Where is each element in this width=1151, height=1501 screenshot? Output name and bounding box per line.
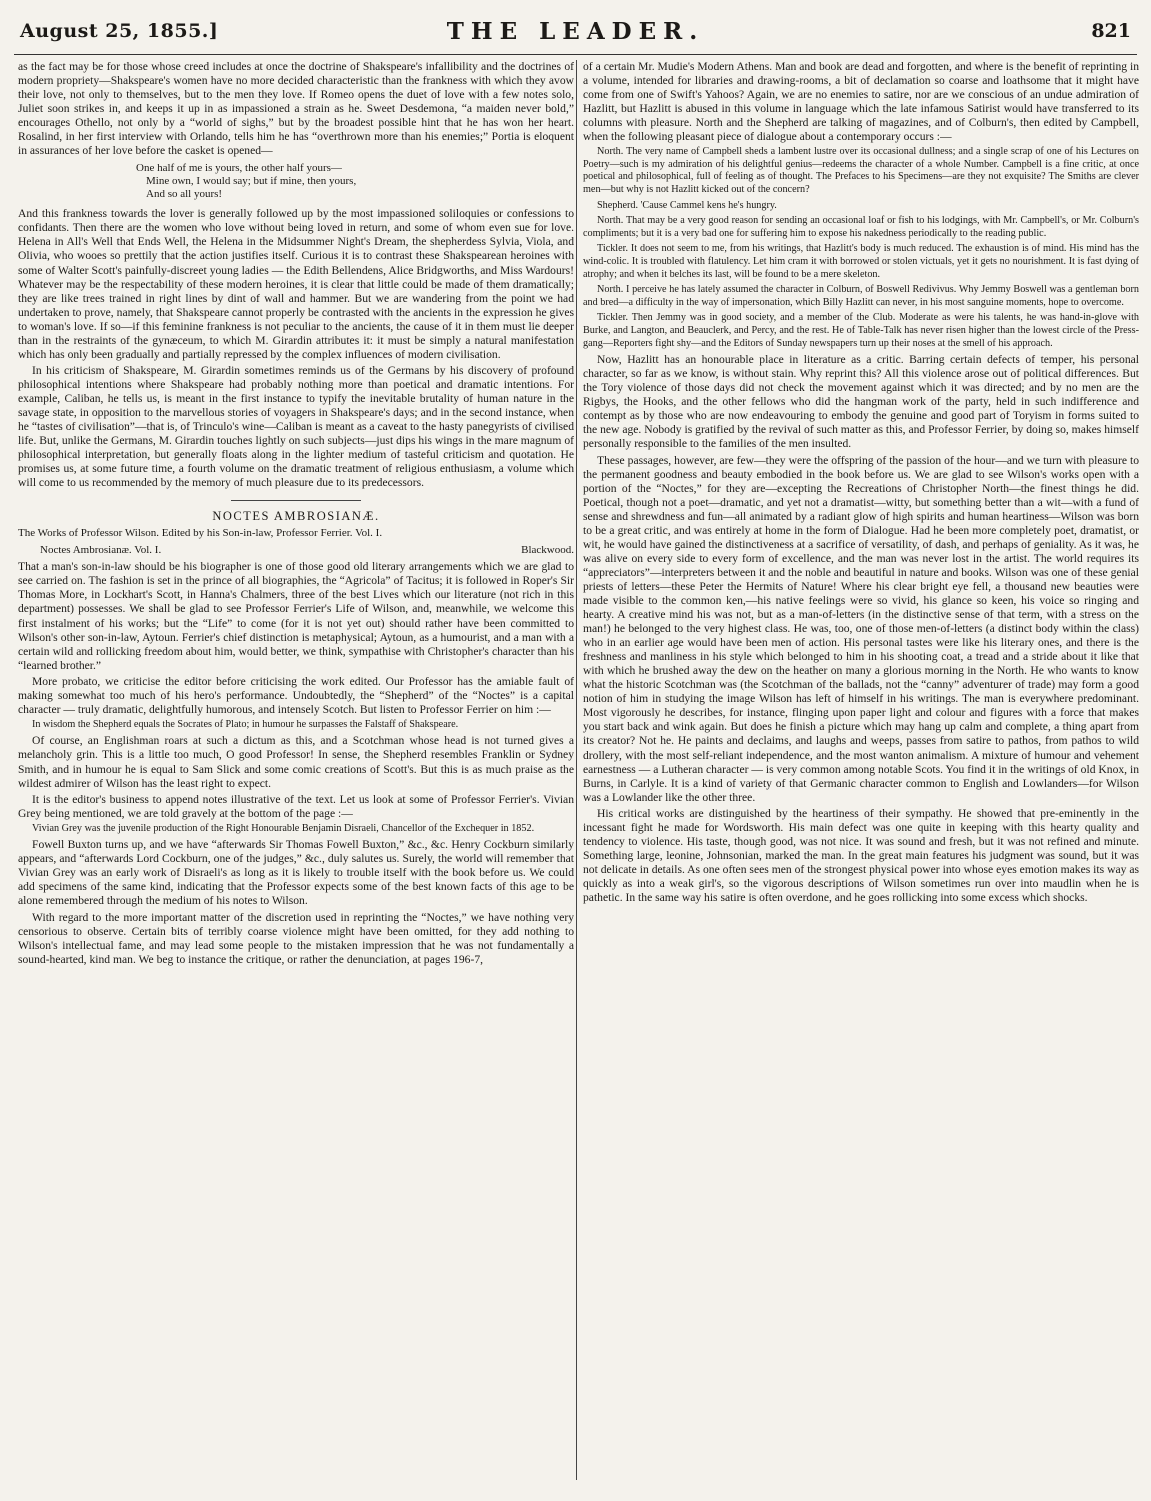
page-header bbox=[0, 0, 1151, 56]
verse-line: One half of me is yours, the other half yours— bbox=[136, 162, 342, 175]
paragraph: And this frankness towards the lover is generally followed up by the most impassioned soliloquies or confessions to confidants. Then there are the women who love without being loved in return, and some of whom even sue for love. Helena in All's Well that Ends Well, the Helena in the Midsummer Night's Dream, the shepherdess Sylvia, Viola, and Olivia, who wooes so prettily that the action justifies itself. Curious it is to contrast these Shakspearean heroines with some of Walter Scott's painfully-discreet young ladies — the Edith Bellendens, Alice Bridgworths, and Miss Wardours! Whatever may be the respectability of these modern heroines, it is clear that little could be made of them dramatically; they are like trees trained in right lines by dint of wall and hammer. But we are wandering from the point we had undertaken to prove, namely, that Shakspeare cannot properly be contrasted with the ancients in the expression he gives to woman's love. If so—if this feminine frankness is not peculiar to the ancients, the cause of it in them must lie deeper than in the restraints of the gynæceum, to which M. Girardin attributes it: it must be simply a natural manifestation which has only been gradually and partially repressed by the complex influences of modern civilisation. bbox=[18, 207, 574, 361]
verse-quote bbox=[136, 162, 574, 201]
footnote-quote: Vivian Grey was the juvenile production of the Right Honourable Benjamin Disraeli, Chancellor of the Exchequer in 1852. bbox=[32, 822, 535, 834]
header-rule bbox=[14, 54, 1137, 55]
section-title: NOCTES AMBROSIANÆ. bbox=[212, 509, 380, 524]
publisher: Blackwood. bbox=[521, 543, 574, 556]
paragraph: Now, Hazlitt has an honourable place in literature as a critic. Barring certain defects of temper, his personal character, so far as we know, is without stain. Why reprint this? All this violence arose out of political differences. But the Tory violence of those days did not check the movement against which it was directed; and by no men are the Rigbys, the Hooks, and the other fellows who did the hangman work of the party, held in such indifference and contempt as by those who are now endeavouring to embody the genuine and good part of Toryism in forms suited to the new age. Nobody is gratified by the revival of such matter as this, and Professor Ferrier, by doing so, makes himself personally responsible to the families of the men insulted. bbox=[583, 353, 1139, 451]
paragraph: In his criticism of Shakspeare, M. Girardin sometimes reminds us of the Germans by his discovery of profound philosophical intentions where Shakspeare had probably nothing more than poetical and dramatic intentions. For example, Caliban, he tells us, is meant in the first instance to typify the inevitable brutality of human nature in the savage state, in opposition to the marvellous stories of voyagers in Shakspeare's days; and in the second instance, when he “tastes of civilisation”—that is, of Trinculo's wine—Caliban is meant as a caveat to the hasty panegyrists of civilised life. But, unlike the Germans, M. Girardin touches lightly on such subjects—just dips his wings in the mare magnum of philosophical interpretation, but generally floats along in the lighter medium of tasteful criticism and quotation. He promises us, at some future time, a fourth volume on the dramatic treatment of religious enthusiasm, a volume which will come to us recommended by the memory of much pleasure due to its predecessors. bbox=[18, 363, 574, 490]
dialogue-tickler: Tickler. It does not seem to me, from his writings, that Hazlitt's body is much reduced. The exhaustion is of mind. His mind has the wind-colic. It is troubled with flatulency. Let him cram it with borrowed or stolen victuals, yet it gets no nourishment. It is fast dying of atrophy; and when it belches its last, will be found to be a mere skeleton. bbox=[583, 243, 1139, 280]
block-quote: In wisdom the Shepherd equals the Socrates of Plato; in humour he surpasses the Falstaff of Shakspeare. bbox=[32, 718, 459, 730]
paragraph: More probato, we criticise the editor before criticising the work edited. Our Professor has the amiable fault of making somewhat too much of his hero's performance. Undoubtedly, the “Shepherd” of the “Noctes” is a capital character — truly dramatic, delightfully humorous, and intensely Scotch. But listen to Professor Ferrier on him :— bbox=[18, 674, 574, 716]
verse-line: Mine own, I would say; but if mine, then yours, bbox=[146, 175, 357, 188]
book-citation: The Works of Professor Wilson. Edited by his Son-in-law, Professor Ferrier. Vol. I. bbox=[18, 527, 383, 540]
right-column bbox=[583, 60, 1139, 1490]
paragraph: as the fact may be for those whose creed includes at once the doctrine of Shakspeare's infallibility and the doctrines of modern propriety—Shakspeare's women have no more decided characteristic than the frankness with which they avow their love, not only to themselves, but to the men they love. If Romeo opens the duet of love with a few notes solo, Juliet soon strikes in, and keeps it up in as impassioned a strain as he. Sweet Desdemona, “a maiden never bold,” encourages Othello, not only by a “world of sighs,” but by the broadest possible hint that he has won her heart. Rosalind, in her first interview with Orlando, tells him he has “overthrown more than his enemies;” Portia is eloquent in assurances of her love before the casket is opened— bbox=[18, 60, 574, 158]
left-column bbox=[18, 60, 574, 1490]
dialogue-north: North. The very name of Campbell sheds a lambent lustre over its occasional dullness; and a single scrap of one of his Lectures on Poetry—such is my admiration of his delightful genius—redeems the character of a whole Number. Campbell is a fine critic, at once poetical and philosophical, full of feeling as of thought. The Prefaces to his Specimens—are they not exquisite? The Smiths are clever men—but why is not Hazlitt kicked out of the concern? bbox=[583, 146, 1139, 196]
paragraph: These passages, however, are few—they were the offspring of the passion of the hour—and we turn with pleasure to the permanent goodness and beauty embodied in the book before us. We are glad to see Wilson's works open with a portion of the “Noctes,” for they are—excepting the Recreations of Christopher North—the finest things he did. Poetical, though not a poet—dramatic, and yet not a dramatist—witty, but something better than a wit—with a fund of sense and shrewdness and fun—all animated by a radiant glow of high spirits and human heartiness—Wilson was born to be a great critic, and was entirely at home in the form of Dialogue. Had he been more completely poet, dramatist, or wit, he would have gained the distinctiveness at a sacrifice of versatility, of dash, and perhaps of geniality. As it was, he was alive on every side to every form of excellence, and the man was never lost in the artist. The world requires its “appreciators”—interpreters between it and the noble and beautiful in nature and books. Wilson was one of these genial priests of letters—these Peter the Hermits of Nature! Where his clear bright eye fell, a thousand new beauties were made visible to the common ken,—his native feelings were so vivid, his glance so keen, his voice so ringing and hearty. A creative mind his was not, but as a man-of-letters (in the distinctive sense of that term, with a stress on the man!) he belonged to the very highest class. He was, too, one of those men-of-letters (a distinct body within the class) who in an earlier age would have been men of action. His personal tastes were like his literary ones, and there is the freshness and manliness in his style which belonged to him in his shooting coat, a tread and a stride about it like that with which he brushed away the dew on the heather on many a glorious morning in the North. He who wants to know what the historic Scotchman was (the Scotchman of the ballads, not the “canny” adventurer of trade) may form a good notion of him in studying the image Wilson has left of himself in his writings. The man is everywhere predominant. Most vigorously he describes, for instance, flinging upon paper light and colour and figures with a force that makes you start back and wink again. But does he finish a picture which may hang up calm and complete, a thing apart from its creator? Not he. He paints and declaims, and laughs and weeps, passes from satire to pathos, from pathos to wild drollery, with the most self-reliant independence, and the most wanton animalism. A mixture of humour and vehement earnestness — a Lutheran character — is very common among notable Scots. You find it in the writings of old Knox, in Burns, in Carlyle. It is a kind of variety of that Germanic character common to English and Lowlanders—for Wilson was a Lowlander like the other three. bbox=[583, 453, 1139, 804]
masthead-title: THE LEADER. bbox=[446, 18, 705, 45]
dialogue-north: North. That may be a very good reason for sending an occasional loaf or fish to his lodgings, with Mr. Campbell's, or Mr. Colburn's compliments; but it is a very bad one for suffering him to expose his nakedness periodically to the reading public. bbox=[583, 215, 1139, 239]
dialogue-north: North. I perceive he has lately assumed the character in Colburn, of Boswell Redivivus. Why Jemmy Boswell was a gentleman born and bred—a difficulty in the way of impersonation, which Billy Hazlitt can never, in his most sanguine moments, hope to overcome. bbox=[583, 284, 1139, 308]
page-number: 821 bbox=[1091, 20, 1131, 42]
paragraph: Of course, an Englishman roars at such a dictum as this, and a Scotchman whose head is not turned gives a melancholy grin. This is a little too much, O good Professor! In sense, the Shepherd resembles Franklin or Sydney Smith, and in humour he is equal to Sam Slick and some comic creations of Scott's. But this is as much praise as the wildest admirer of Wilson has the least right to expect. bbox=[18, 734, 574, 790]
dialogue-shepherd: Shepherd. 'Cause Cammel kens he's hungry. bbox=[597, 199, 777, 211]
section-divider bbox=[231, 500, 361, 501]
issue-date: August 25, 1855.] bbox=[20, 20, 219, 42]
paragraph: It is the editor's business to append notes illustrative of the text. Let us look at some of Professor Ferrier's. Vivian Grey being mentioned, we are told gravely at the bottom of the page :— bbox=[18, 792, 574, 820]
verse-line: And so all yours! bbox=[146, 188, 223, 201]
paragraph: That a man's son-in-law should be his biographer is one of those good old literary arrangements which we are glad to see carried on. The fashion is set in the prince of all biographies, the “Agricola” of Tacitus; it is followed in Roper's Sir Thomas More, in Lockhart's Scott, in Hanna's Chalmers, three of the best Lives which our literature (not rich in this department) possesses. We shall be glad to see Professor Ferrier's Life of Wilson, and, meanwhile, we welcome this first instalment of his works; but the “Life” to come (for it is not yet out) should rather have been committed to Wilson's other son-in-law, Aytoun. Ferrier's chief distinction is metaphysical; Aytoun, as a humourist, and a man with a certain wild and rollicking freedom about him, would better, we think, sympathise with Christopher's character than his “learned brother.” bbox=[18, 560, 574, 672]
paragraph: With regard to the more important matter of the discretion used in reprinting the “Noctes,” we have nothing very censorious to observe. Certain bits of terribly coarse violence might have been omitted, for they add nothing to Wilson's intellectual fame, and may lead some people to the mistaken impression that he was not fundamentally a sound-hearted, kind man. We beg to instance the critique, or rather the denunciation, at pages 196-7, bbox=[18, 910, 574, 966]
volume-title: Noctes Ambrosianæ. Vol. I. bbox=[40, 543, 162, 556]
book-citation-volume bbox=[18, 544, 574, 558]
dialogue-tickler: Tickler. Then Jemmy was in good society, and a member of the Club. Moderate as were his talents, he was hand-in-glove with Burke, and Langton, and Beauclerk, and Percy, and the rest. He of Table-Talk has never risen higher than the lowest circle of the Press-gang—Reporters fight shy—and the Editors of Sunday newspapers turn up their noses at the smell of his approach. bbox=[583, 312, 1139, 349]
paragraph: His critical works are distinguished by the heartiness of their sympathy. He showed that pre-eminently in the incessant fight he made for Wordsworth. His main defect was one quite in keeping with this hearty quality and tendency to violence. His taste, though good, was not nice. It was sound and fresh, but it was not refined and minute. Something large, leonine, Johnsonian, marked the man. In the great main features his judgment was sound, but it was not delicate in details. As one often sees men of the strongest physical power into whose eyes emotion makes its way as quickly as into a weak girl's, so the vigorous descriptions of Wilson sometimes run over into maudlin when he is pathetic. In the same way his satire is often overdone, and he goes rollicking into some excess which shocks. bbox=[583, 806, 1139, 904]
paragraph: Fowell Buxton turns up, and we have “afterwards Sir Thomas Fowell Buxton,” &c., &c. Henry Cockburn similarly appears, and “afterwards Lord Cockburn, one of the judges,” &c., duly salutes us. Surely, the world will remember that Vivian Grey was an early work of Disraeli's as long as it is likely to trouble itself with the book before us. We could add specimens of the same kind, indicating that the Professor expects some of the best known facts of this age to be alone remembered through the medium of his notes to Wilson. bbox=[18, 838, 574, 908]
paragraph: of a certain Mr. Mudie's Modern Athens. Man and book are dead and forgotten, and where is the benefit of reprinting in a volume, intended for libraries and drawing-rooms, a bit of declamation so coarse and loathsome that it might have come from one of Swift's Yahoos? Again, we are no enemies to satire, nor are we conscious of an undue admiration of Hazlitt, but Hazlitt is abused in this volume in language which the late infamous Satirist would have transferred to its columns with pleasure. North and the Shepherd are talking of magazines, and of Colburn's, then edited by Campbell, when the following pleasant piece of dialogue about a contemporary occurs :— bbox=[583, 60, 1139, 144]
column-divider bbox=[576, 60, 577, 1480]
